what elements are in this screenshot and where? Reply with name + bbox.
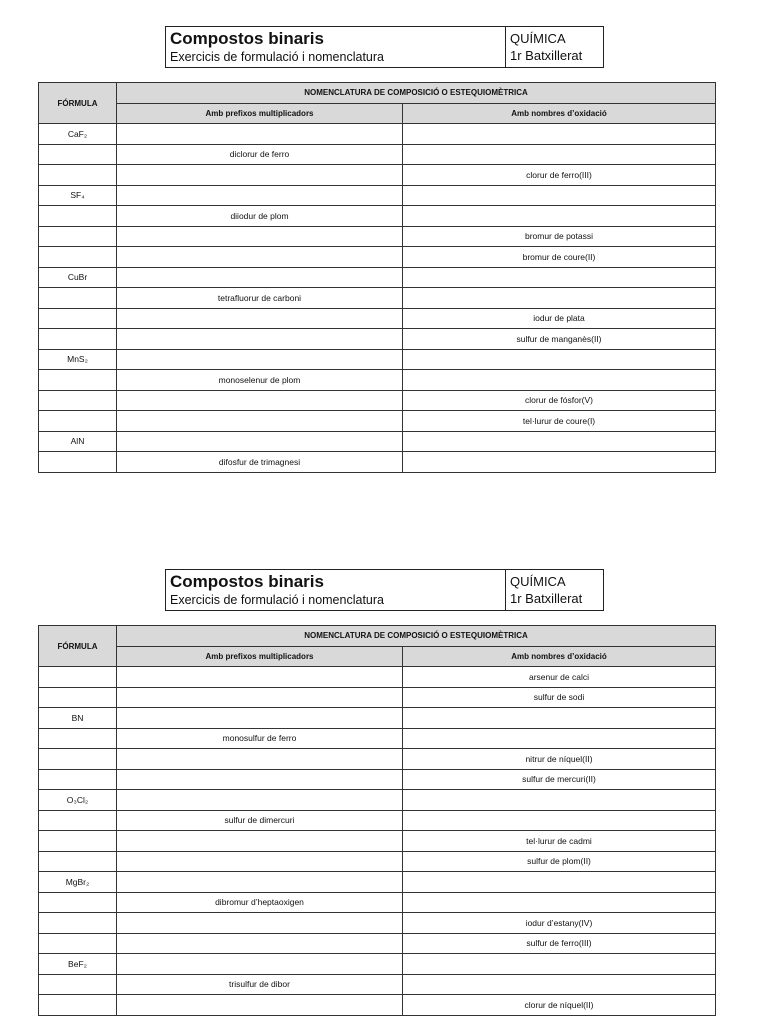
oxidation-name-cell: sulfur de ferro(III) — [403, 933, 716, 954]
table-row — [39, 995, 716, 1016]
course-label: 1r Batxillerat — [510, 48, 583, 63]
formula-cell: O₃Cl₂ — [39, 790, 117, 811]
nomenclature-table — [38, 82, 716, 473]
table-row — [39, 913, 716, 934]
oxidation-name-cell: clorur de fósfor(V) — [403, 390, 716, 411]
oxidation-name-cell: clorur de ferro(III) — [403, 165, 716, 186]
formula-cell: CaF₂ — [39, 124, 117, 145]
formula-cell — [39, 226, 117, 247]
worksheet-subtitle: Exercicis de formulació i nomenclatura — [170, 50, 384, 64]
formula-cell — [39, 728, 117, 749]
formula-cell — [39, 892, 117, 913]
prefix-name-cell — [117, 872, 403, 893]
table-row — [39, 933, 716, 954]
prefix-name-cell — [117, 247, 403, 268]
formula-cell — [39, 329, 117, 350]
formula-cell: BN — [39, 708, 117, 729]
table-row — [39, 431, 716, 452]
oxidation-name-cell — [403, 872, 716, 893]
table-row — [39, 288, 716, 309]
worksheet-subtitle: Exercicis de formulació i nomenclatura — [170, 593, 384, 607]
formula-cell — [39, 913, 117, 934]
table-row — [39, 452, 716, 473]
prefix-name-cell: diiodur de plom — [117, 206, 403, 227]
table-row — [39, 267, 716, 288]
table-row — [39, 728, 716, 749]
prefix-name-cell: diclorur de ferro — [117, 144, 403, 165]
formula-cell — [39, 974, 117, 995]
prefix-name-cell — [117, 185, 403, 206]
prefix-name-cell: tetrafluorur de carboni — [117, 288, 403, 309]
table-row — [39, 206, 716, 227]
oxidation-name-cell: tel·lurur de coure(I) — [403, 411, 716, 432]
table-row — [39, 349, 716, 370]
table-row — [39, 308, 716, 329]
prefix-name-cell — [117, 667, 403, 688]
table-row — [39, 974, 716, 995]
formula-cell — [39, 390, 117, 411]
prefix-name-cell — [117, 411, 403, 432]
formula-cell — [39, 687, 117, 708]
formula-cell — [39, 769, 117, 790]
oxidation-name-cell — [403, 708, 716, 729]
course-label: 1r Batxillerat — [510, 591, 583, 606]
oxidation-name-cell — [403, 892, 716, 913]
formula-cell — [39, 749, 117, 770]
table-row — [39, 247, 716, 268]
prefix-name-cell: trisulfur de dibor — [117, 974, 403, 995]
prefix-name-cell — [117, 390, 403, 411]
oxidation-name-cell — [403, 349, 716, 370]
oxidation-name-cell — [403, 954, 716, 975]
prefix-name-cell — [117, 124, 403, 145]
table-row — [39, 185, 716, 206]
prefix-name-cell — [117, 349, 403, 370]
table-row — [39, 687, 716, 708]
formula-cell: AlN — [39, 431, 117, 452]
oxidation-name-cell: clorur de níquel(II) — [403, 995, 716, 1016]
formula-cell — [39, 165, 117, 186]
oxidation-name-cell — [403, 144, 716, 165]
nomenclature-table — [38, 625, 716, 1016]
oxidation-name-cell — [403, 206, 716, 227]
prefix-name-cell — [117, 226, 403, 247]
oxidation-name-cell — [403, 452, 716, 473]
oxidation-name-cell: nitrur de níquel(II) — [403, 749, 716, 770]
worksheet-title: Compostos binaris — [170, 29, 324, 48]
prefix-name-cell — [117, 790, 403, 811]
oxidation-name-cell: sulfur de manganès(II) — [403, 329, 716, 350]
header-course-box — [506, 27, 603, 67]
worksheet-header — [165, 26, 604, 68]
column-header-group: NOMENCLATURA DE COMPOSICIÓ O ESTEQUIOMÈTRICA — [117, 626, 716, 647]
column-header-oxidation: Amb nombres d’oxidació — [403, 103, 716, 124]
formula-cell — [39, 370, 117, 391]
table-row — [39, 954, 716, 975]
prefix-name-cell — [117, 933, 403, 954]
table-row — [39, 370, 716, 391]
table-row — [39, 872, 716, 893]
prefix-name-cell: sulfur de dimercuri — [117, 810, 403, 831]
oxidation-name-cell: sulfur de plom(II) — [403, 851, 716, 872]
column-header-group: NOMENCLATURA DE COMPOSICIÓ O ESTEQUIOMÈTRICA — [117, 83, 716, 104]
formula-cell — [39, 206, 117, 227]
formula-cell — [39, 411, 117, 432]
oxidation-name-cell: iodur d’estany(IV) — [403, 913, 716, 934]
formula-cell — [39, 452, 117, 473]
prefix-name-cell — [117, 954, 403, 975]
table-row — [39, 411, 716, 432]
table-row — [39, 831, 716, 852]
column-header-formula: FÓRMULA — [39, 626, 117, 667]
header-title-box — [166, 570, 506, 610]
subject-label: QUÍMICA — [510, 574, 566, 589]
column-header-formula: FÓRMULA — [39, 83, 117, 124]
oxidation-name-cell: sulfur de mercuri(II) — [403, 769, 716, 790]
table-row — [39, 892, 716, 913]
prefix-name-cell: monoselenur de plom — [117, 370, 403, 391]
table-row — [39, 390, 716, 411]
oxidation-name-cell — [403, 810, 716, 831]
formula-cell: CuBr — [39, 267, 117, 288]
formula-cell — [39, 667, 117, 688]
prefix-name-cell — [117, 267, 403, 288]
formula-cell — [39, 144, 117, 165]
table-row — [39, 124, 716, 145]
prefix-name-cell — [117, 913, 403, 934]
table-row — [39, 769, 716, 790]
subject-label: QUÍMICA — [510, 31, 566, 46]
header-course-box — [506, 570, 603, 610]
prefix-name-cell — [117, 851, 403, 872]
header-title-box — [166, 27, 506, 67]
oxidation-name-cell — [403, 370, 716, 391]
oxidation-name-cell: bromur de potassi — [403, 226, 716, 247]
oxidation-name-cell: arsenur de calci — [403, 667, 716, 688]
table-row — [39, 810, 716, 831]
oxidation-name-cell — [403, 124, 716, 145]
formula-cell — [39, 308, 117, 329]
prefix-name-cell — [117, 749, 403, 770]
column-header-oxidation: Amb nombres d’oxidació — [403, 646, 716, 667]
prefix-name-cell — [117, 708, 403, 729]
oxidation-name-cell — [403, 288, 716, 309]
prefix-name-cell: monosulfur de ferro — [117, 728, 403, 749]
formula-cell — [39, 851, 117, 872]
table-row — [39, 708, 716, 729]
table-row — [39, 790, 716, 811]
oxidation-name-cell — [403, 185, 716, 206]
prefix-name-cell — [117, 687, 403, 708]
prefix-name-cell: dibromur d’heptaoxigen — [117, 892, 403, 913]
oxidation-name-cell: tel·lurur de cadmi — [403, 831, 716, 852]
prefix-name-cell — [117, 329, 403, 350]
oxidation-name-cell — [403, 431, 716, 452]
prefix-name-cell — [117, 995, 403, 1016]
table-row — [39, 749, 716, 770]
prefix-name-cell: difosfur de trimagnesi — [117, 452, 403, 473]
formula-cell — [39, 288, 117, 309]
prefix-name-cell — [117, 308, 403, 329]
oxidation-name-cell — [403, 267, 716, 288]
formula-cell: MgBr₂ — [39, 872, 117, 893]
formula-cell — [39, 995, 117, 1016]
table-row — [39, 851, 716, 872]
table-row — [39, 329, 716, 350]
table-row — [39, 226, 716, 247]
formula-cell: BeF₂ — [39, 954, 117, 975]
table-row — [39, 165, 716, 186]
formula-cell — [39, 247, 117, 268]
oxidation-name-cell — [403, 790, 716, 811]
table-row — [39, 144, 716, 165]
worksheet-title: Compostos binaris — [170, 572, 324, 591]
formula-cell: SF₄ — [39, 185, 117, 206]
oxidation-name-cell — [403, 728, 716, 749]
column-header-prefix: Amb prefixos multiplicadors — [117, 103, 403, 124]
oxidation-name-cell: sulfur de sodi — [403, 687, 716, 708]
formula-cell — [39, 933, 117, 954]
oxidation-name-cell — [403, 974, 716, 995]
oxidation-name-cell: iodur de plata — [403, 308, 716, 329]
formula-cell — [39, 831, 117, 852]
formula-cell — [39, 810, 117, 831]
prefix-name-cell — [117, 769, 403, 790]
column-header-prefix: Amb prefixos multiplicadors — [117, 646, 403, 667]
worksheet-header — [165, 569, 604, 611]
prefix-name-cell — [117, 165, 403, 186]
prefix-name-cell — [117, 431, 403, 452]
prefix-name-cell — [117, 831, 403, 852]
table-row — [39, 667, 716, 688]
oxidation-name-cell: bromur de coure(II) — [403, 247, 716, 268]
formula-cell: MnS₂ — [39, 349, 117, 370]
